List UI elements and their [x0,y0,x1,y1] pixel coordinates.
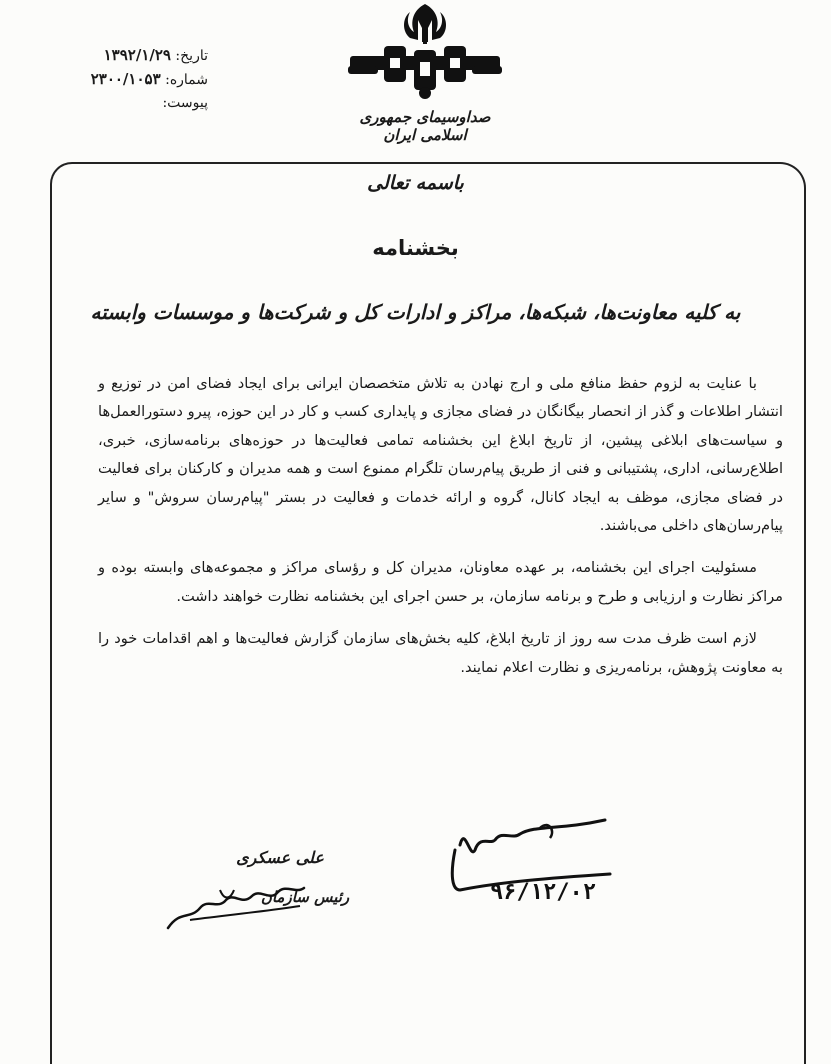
letter-body [98,370,783,696]
letter-meta [58,44,208,115]
paragraph: لازم است ظرف مدت سه روز از تاریخ ابلاغ، کلیه بخش‌های سازمان گزارش فعالیت‌ها و اهم اقدامات خود را به معاونت پژوهش، برنامه‌ریزی و نظارت اعلام نمایند. [98,630,783,676]
date-line: تاریخ: ۱۳۹۲/۱/۲۹ [103,46,208,64]
signer-signature-icon [160,870,310,940]
recipient-line: به کلیه معاونت‌ها، شبکه‌ها، مراکز و ادارات کل و شرکت‌ها و موسسات وابسته [90,300,741,324]
number-line: شماره: ۲۳۰۰/۱۰۵۳ [90,70,208,88]
organization-name: صداوسیمای جمهوری اسلامی ایران [359,108,491,144]
attachment-line: پیوست: [162,95,208,111]
date-value: ۱۳۹۲/۱/۲۹ [103,46,171,64]
irib-emblem-icon [340,0,510,100]
basmala: باسمه تعالی [367,172,464,194]
number-value: ۲۳۰۰/۱۰۵۳ [90,70,161,88]
handwritten-date: ۹۶/۱۲/۰۲ [490,880,596,905]
date-label: تاریخ [180,48,208,64]
document-title: بخشنامه [372,236,459,260]
signer-title: رئیس سازمان [260,888,350,906]
paragraph: مسئولیت اجرای این بخشنامه، بر عهده معاونان، مدیران کل و رؤسای مراکز و مجموعه‌های وابسته بوده و مراکز نظارت و ارزیابی و طرح و برنامه سازمان، بر حسن اجرای این بخشنامه نظارت خواهند داشت. [98,559,783,605]
paragraph: با عنایت به لزوم حفظ منافع ملی و ارج نهادن به تلاش متخصصان ایرانی برای ایجاد فضای امن در توزیع و انتشار اطلاعات و گذر از انحصار بیگانگان در فضای مجازی و پایداری کسب و کار در این حوزه، پیرو دستورالعمل‌ها و سیاست‌های ابلاغی پیشین، از تاریخ ابلاغ این بخشنامه تمامی فعالیت‌ها در حوزه‌های برنامه‌سازی، خبری، اطلاع‌رسانی، اداری، پشتیبانی و فنی از طریق پیام‌رسان تلگرام ممنوع است و همه مدیران و کارکنان برای فعالیت در فضای مجازی، موظف به ایجاد کانال، گروه و ارائه خدمات و فعالیت در بستر "پیام‌رسان سروش" و سایر پیام‌رسان‌های داخلی می‌باشند. [98,375,783,535]
attachment-label: پیوست [167,95,208,111]
number-label: شماره [169,72,208,88]
signer-name: علی عسکری [236,848,324,867]
